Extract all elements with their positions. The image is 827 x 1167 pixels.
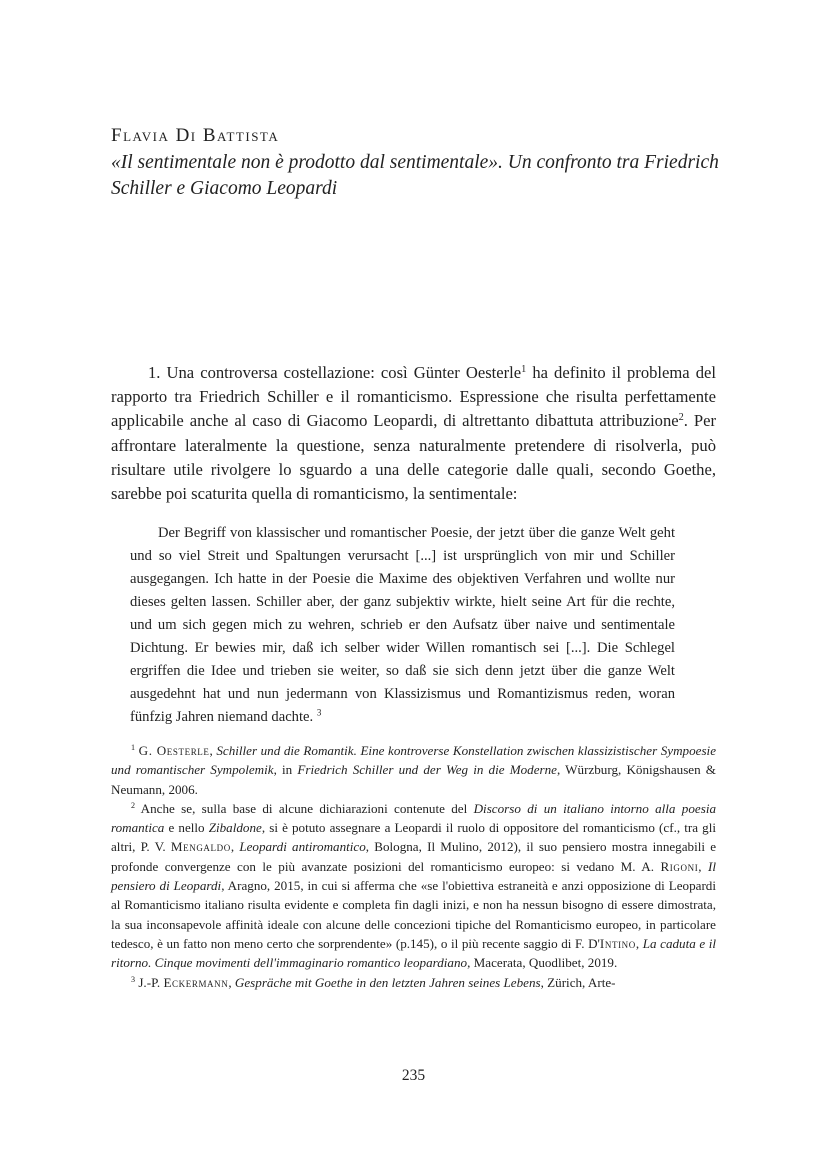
- footnote-author: Rigoni: [660, 858, 699, 874]
- footnote-work-title: Il pensiero di Leopardi: [111, 858, 717, 894]
- footnote-text: Anche se, sulla base di alcune dichiarazioni contenute del: [135, 800, 474, 816]
- footnote-ref-2: 2: [678, 412, 684, 424]
- footnote-text: ,: [230, 839, 240, 855]
- page-number: 235: [401, 1067, 426, 1084]
- body-text: [111, 361, 716, 506]
- footnote-text: , Zürich, Arte-: [540, 974, 616, 990]
- body-text-segment: ha definito il problema del rapporto tra Friedrich Schiller e il romanticismo. Espressione che risulta perfettamente applicabile anche al caso di Giacomo Leopardi, di altrettanto dibattuta attribuzione: [111, 363, 716, 431]
- footnote-number: 3: [131, 974, 136, 984]
- footnote-ref-3: 3: [316, 707, 322, 718]
- footnote-text: , si è potuto assegnare a Leopardi il ruolo di oppositore del romanticismo (cf., tra gli altri, P. V.: [111, 820, 716, 855]
- footnote-author: G. Oesterle: [138, 743, 210, 758]
- footnote-3: [111, 973, 716, 992]
- footnote-text: e nello: [164, 820, 209, 836]
- footnote-author: Intino: [599, 935, 636, 951]
- body-paragraph: [111, 361, 716, 506]
- author-name: Flavia Di Battista: [111, 125, 280, 146]
- footnote-volume-title: Friedrich Schiller und der Weg in die Moderne: [297, 762, 557, 778]
- body-text-segment: . Per affrontare lateralmente la questione, senza naturalmente pretendere di risolverla, può risultare utile rivolgere lo sguardo a una delle categorie dalle quali, secondo Goethe, sarebbe poi scaturita quella di romanticismo, la sentimentale:: [111, 411, 716, 504]
- footnote-text: , Bologna, Il Mulino, 2012), il suo pensiero mostra innegabili e profonde convergenze con le più avanzate posizioni del romanticismo europeo: si vedano M. A.: [111, 839, 717, 874]
- footnote-1: $^1$ G. Oesterle, Schiller und die Romantik. Eine kontroverse Konstellation zwischen klassizistischer Sympoesie und romantischer Sympolemik, in Friedrich Schiller und der Weg in die Moderne, Würzburg, Königshausen & Neumann, 2006.: [111, 743, 717, 797]
- footnote-work-title: La caduta e il ritorno. Cinque movimenti dell'immaginario romantico leopardiano: [111, 935, 717, 971]
- footnote-work-title: Zibaldone: [208, 820, 262, 836]
- footnote-number: 2: [131, 801, 136, 811]
- footnote-author: Mengaldo: [170, 839, 231, 855]
- footnote-ref-1: 1: [521, 363, 527, 375]
- footnote-work-title: Discorso di un italiano intorno alla poesia romantica: [111, 800, 716, 836]
- footnote-text: ,: [698, 858, 709, 874]
- chapter-title: «Il sentimentale non è prodotto dal sentimentale». Un confronto tra Friedrich Schiller e Giacomo Leopardi: [111, 152, 719, 199]
- footnote-text: , Würzburg, Königshausen & Neumann, 2006.: [111, 762, 716, 797]
- block-quote: [130, 522, 675, 729]
- footnote-2: [111, 799, 716, 973]
- footnote-work-title: Schiller und die Romantik. Eine kontroverse Konstellation zwischen klassizistischer Sympoesie und romantischer Sympolemik: [111, 743, 717, 778]
- quote-text: Der Begriff von klassischer und romantischer Poesie, der jetzt über die ganze Welt geht und so viel Streit und Spaltungen verursacht [...] ist ursprünglich von mir und Schiller ausgegangen. Ich hatte in der Poesie die Maxime des objektiven Verfahren und wollte nur dieses gelten lassen. Schiller aber, der ganz subjektiv wirkte, hielt seine Art für die rechte, und um sich gegen mich zu wehren, schrieb er den Aufsatz über naive und sentimentale Dichtung. Er bewies mir, daß ich selber wider Willen romantisch sei [...]. Die Schlegel ergriffen die Idee und trieben sie weiter, so daß sie sich denn jetzt über die ganze Welt ausgedehnt hat und nun jedermann von Klassizismus und Romantizismus reden, woran fünfzig Jahren niemand dachte.: [130, 525, 675, 725]
- footnotes: [111, 741, 716, 992]
- footnote-text: J.-P.: [135, 974, 164, 990]
- body-text-segment: 1. Una controversa costellazione: così Günter Oesterle: [148, 363, 522, 382]
- footnote-work-title: Leopardi antiromantico: [239, 839, 366, 855]
- quote-paragraph: [130, 522, 675, 729]
- footnote-text: , Aragno, 2015, in cui si afferma che «se l'obiettiva estraneità e anzi opposizione di Leopardi al Romanticismo italiano risulta evidente e completa fin dagli inizi, e non ha nessun bisogno di essere dimostrata, la sua inconsapevole affinità ideale con alcune delle concezioni tipiche del Romanticismo europeo, in particolare tedesco, è un fatto non meno certo che sorprendente» (p.145), o il più recente saggio di F. D': [111, 878, 716, 951]
- footnote-work-title: Gespräche mit Goethe in den letzten Jahren seines Lebens: [234, 974, 541, 990]
- footnote-number: 1: [131, 743, 136, 753]
- footnote-text: , in: [273, 762, 298, 778]
- footnote-text: , Macerata, Quodlibet, 2019.: [467, 955, 618, 971]
- footnote-author: Eckermann: [163, 974, 229, 990]
- footnote-text: ,: [228, 974, 235, 990]
- footnote-text: ,: [635, 935, 643, 951]
